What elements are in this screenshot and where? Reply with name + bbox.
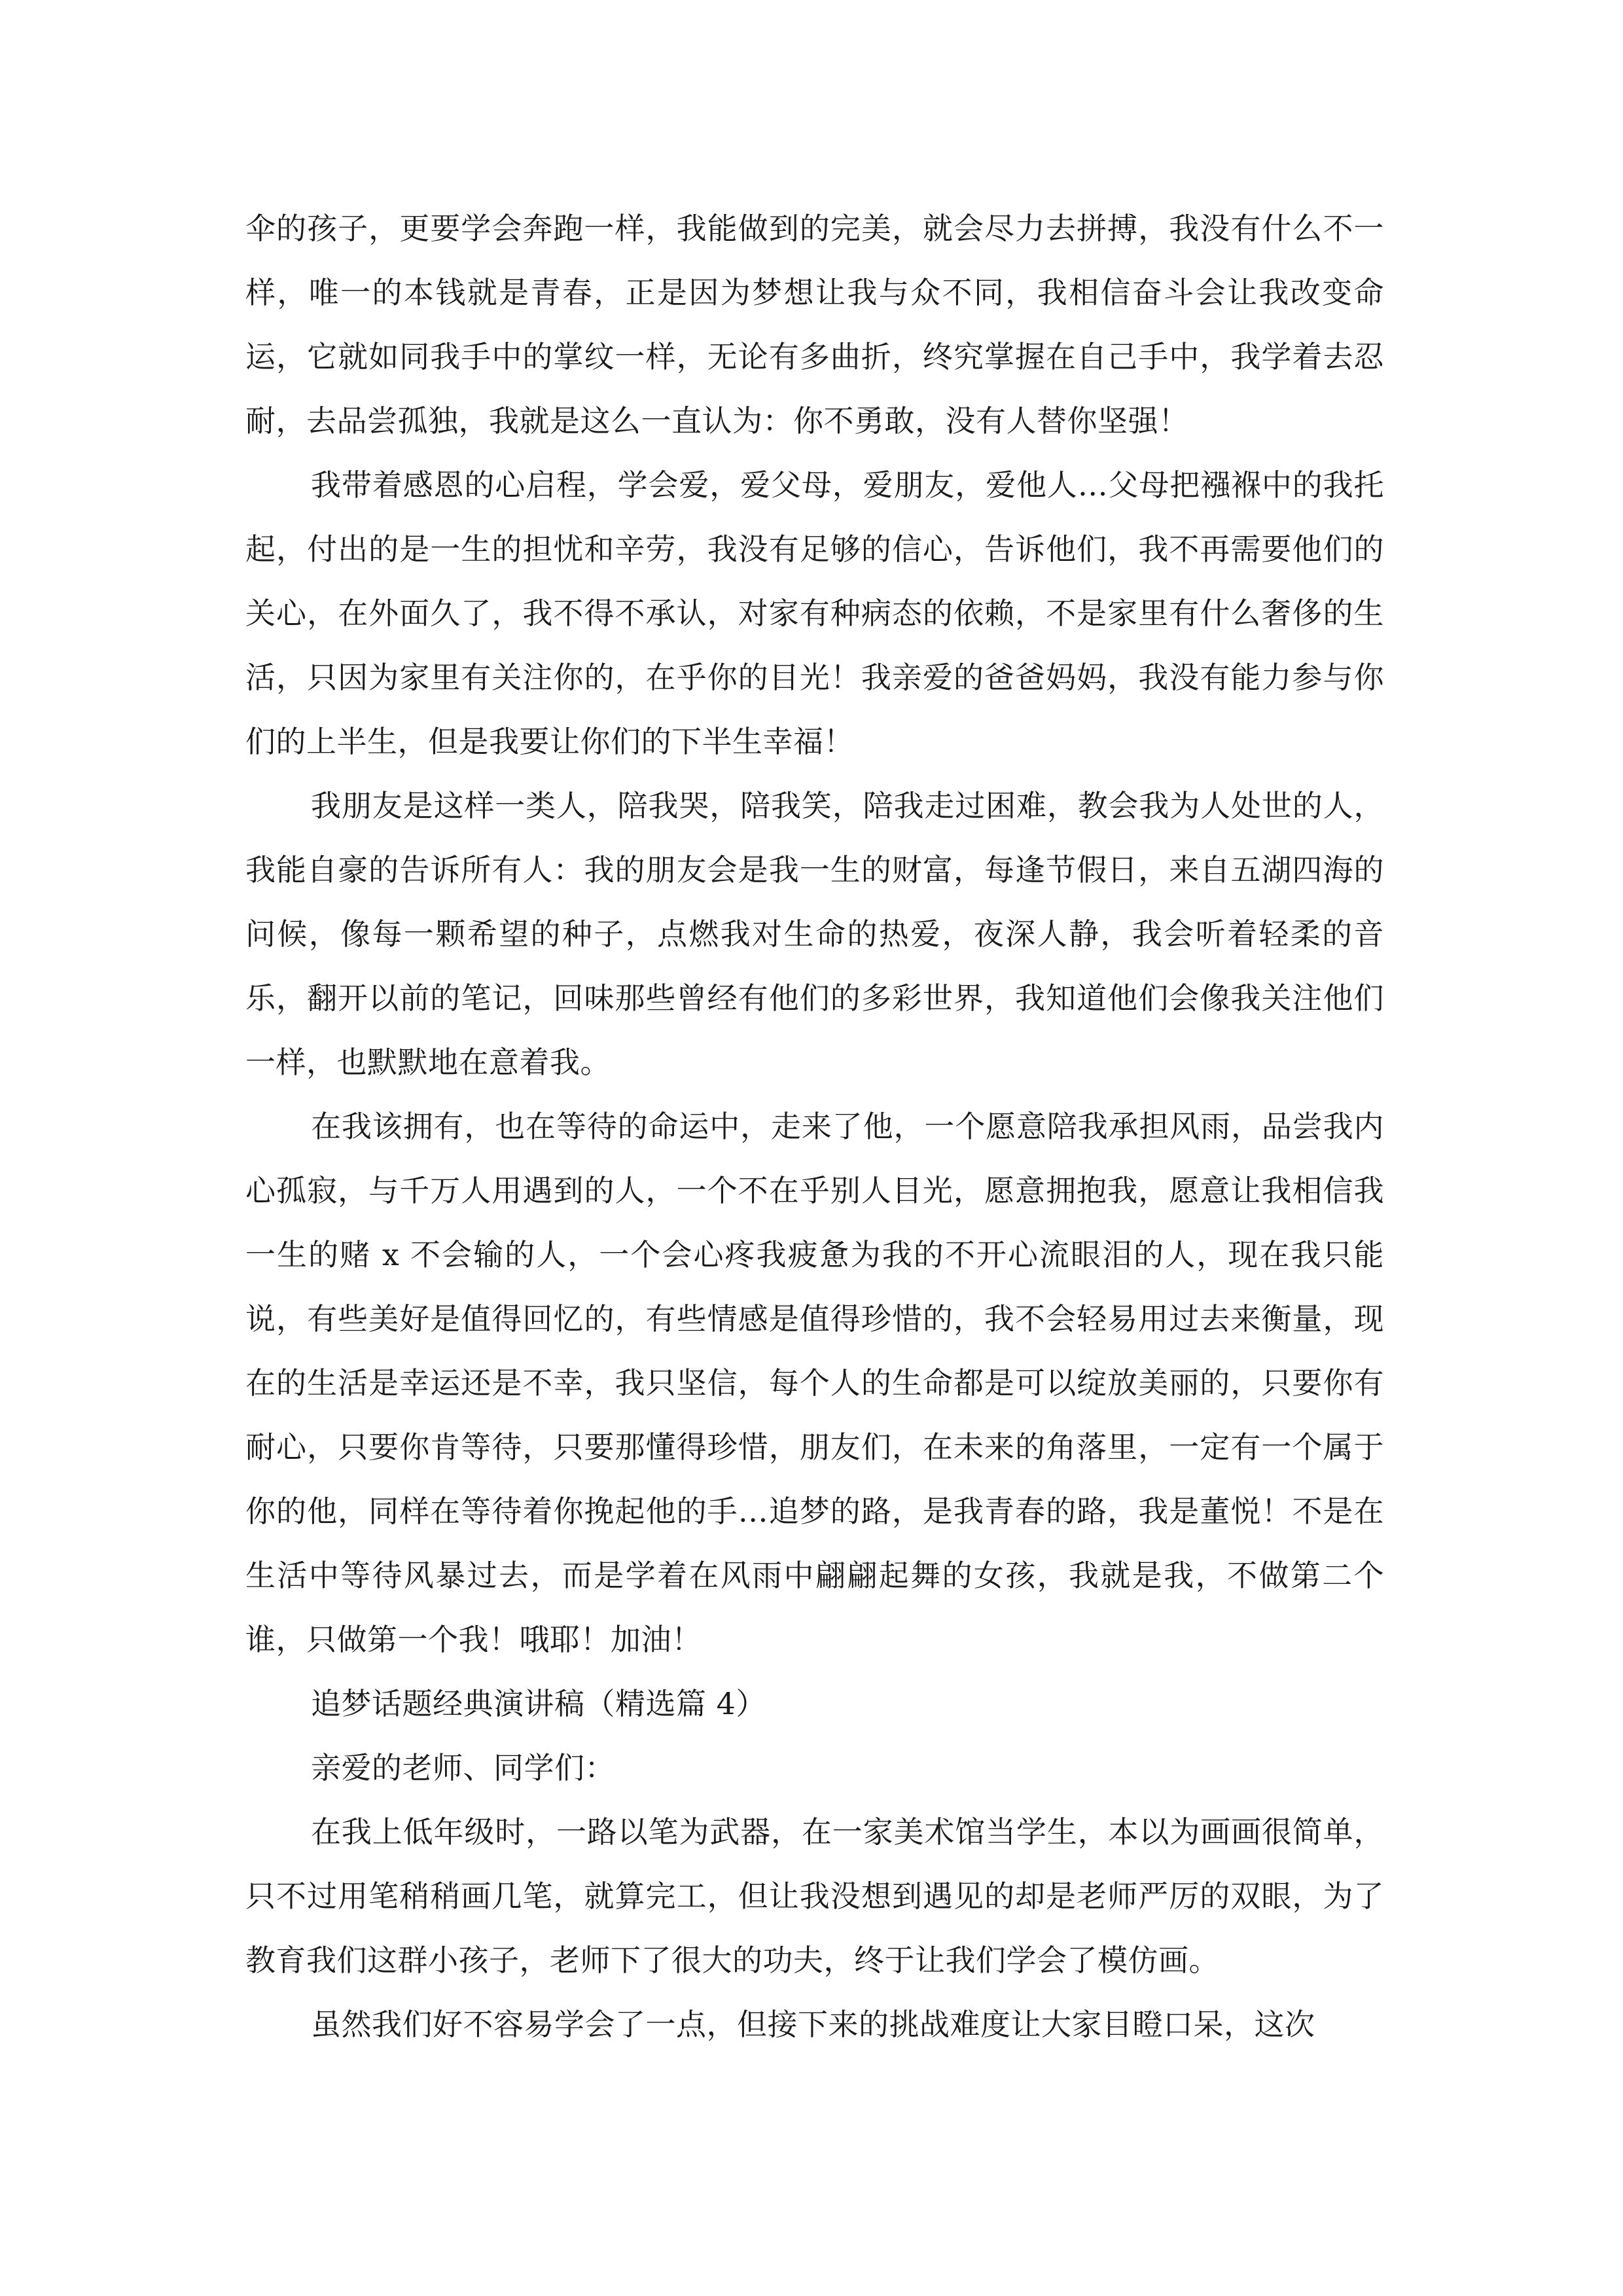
paragraph: 在我上低年级时，一路以笔为武器，在一家美术馆当学生，本以为画画很简单，只不过用笔稍稍画几笔，就算完工，但让我没想到遇见的却是老师严厉的双眼，为了教育我们这群小孩子，老师下了很大的功夫，终于让我们学会了模仿画。 <box>245 1814 1384 1978</box>
salutation: 亲爱的老师、同学们： <box>311 1750 615 1785</box>
document-body <box>245 196 1384 2056</box>
paragraph: 我朋友是这样一类人，陪我哭，陪我笑，陪我走过困难，教会我为人处世的人，我能自豪的告诉所有人：我的朋友会是我一生的财富，每逢节假日，来自五湖四海的问候，像每一颗希望的种子，点燃我对生命的热爱，夜深人静，我会听着轻柔的音乐，翻开以前的笔记，回味那些曾经有他们的多彩世界，我知道他们会像我关注他们一样，也默默地在意着我。 <box>245 788 1384 1080</box>
paragraph: 我带着感恩的心启程，学会爱，爱父母，爱朋友，爱他人…父母把襁褓中的我托起，付出的是一生的担忧和辛劳，我没有足够的信心，告诉他们，我不再需要他们的关心，在外面久了，我不得不承认，对家有种病态的依赖，不是家里有什么奢侈的生活，只因为家里有关注你的，在乎你的目光！我亲爱的爸爸妈妈，我没有能力参与你们的上半生，但是我要让你们的下半生幸福！ <box>245 467 1384 759</box>
paragraph: 虽然我们好不容易学会了一点，但接下来的挑战难度让大家目瞪口呆，这次 <box>311 2007 1315 2042</box>
paragraph: 伞的孩子，更要学会奔跑一样，我能做到的完美，就会尽力去拼搏，我没有什么不一样，唯一的本钱就是青春，正是因为梦想让我与众不同，我相信奋斗会让我改变命运，它就如同我手中的掌纹一样，无论有多曲折，终究掌握在自己手中，我学着去忍耐，去品尝孤独，我就是这么一直认为：你不勇敢，没有人替你坚强！ <box>245 211 1384 439</box>
paragraph: 在我该拥有，也在等待的命运中，走来了他，一个愿意陪我承担风雨，品尝我内心孤寂，与千万人用遇到的人，一个不在乎别人目光，愿意拥抱我，愿意让我相信我一生的赌 x 不会输的人，一个会心疼我疲惫为我的不开心流眼泪的人，现在我只能说，有些美好是值得回忆的，有些情感是值得珍惜的，我不会轻易用过去来衡量，现在的生活是幸运还是不幸，我只坚信，每个人的生命都是可以绽放美丽的，只要你有耐心，只要你肯等待，只要那懂得珍惜，朋友们，在未来的角落里，一定有一个属于你的他，同样在等待着你挽起他的手…追梦的路，是我青春的路，我是董悦！不是在生活中等待风暴过去，而是学着在风雨中翩翩起舞的女孩，我就是我，不做第二个谁，只做第一个我！哦耶！加油！ <box>245 1109 1384 1657</box>
section-heading: 追梦话题经典演讲稿（精选篇 4） <box>311 1686 766 1721</box>
